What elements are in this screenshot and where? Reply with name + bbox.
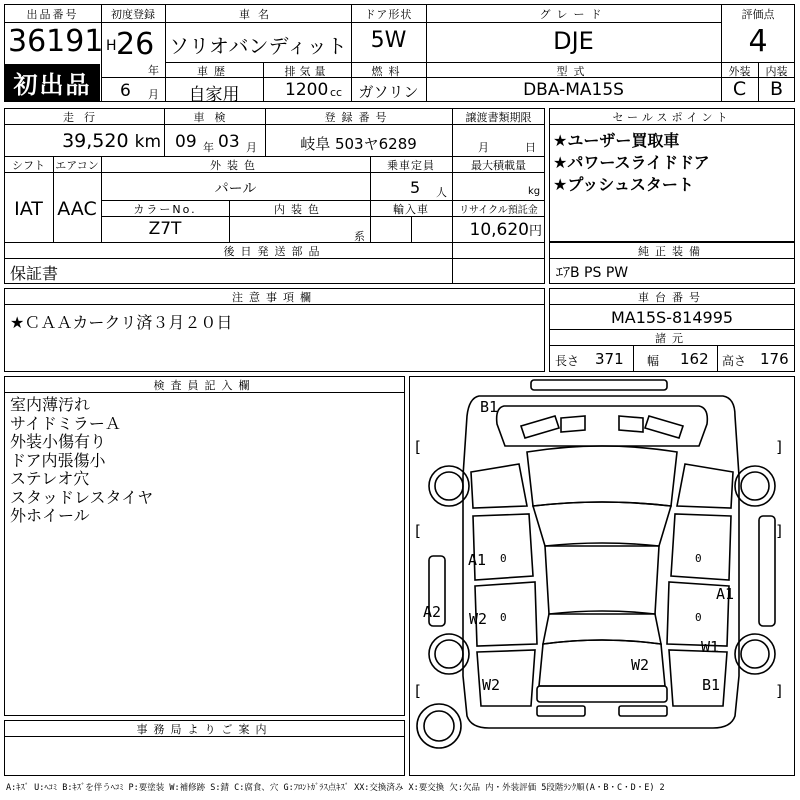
displacement: 1200 bbox=[285, 80, 329, 100]
hood bbox=[527, 446, 677, 506]
car-name: ソリオバンディット bbox=[169, 34, 347, 58]
interior-color-label: 内装色 bbox=[274, 203, 325, 216]
sales-points-label: セールスポイント bbox=[612, 111, 732, 124]
load-unit: kg bbox=[528, 186, 541, 197]
displacement-unit: cc bbox=[330, 86, 343, 99]
inspector-note: ドア内張傷小 bbox=[10, 450, 106, 470]
door-type: 5W bbox=[370, 28, 407, 53]
front-bumper bbox=[497, 406, 708, 446]
later-parts: 保証書 bbox=[10, 264, 59, 283]
roof bbox=[545, 546, 659, 614]
inspector-notes-list bbox=[10, 396, 400, 526]
rear-window bbox=[543, 611, 661, 644]
transfer-month-unit: 月 bbox=[478, 141, 489, 154]
damage-mark: A1 bbox=[468, 551, 487, 569]
colorno-label: カラーNo. bbox=[133, 203, 197, 216]
recycle-unit: 円 bbox=[528, 224, 542, 239]
exterior-grade: C bbox=[732, 78, 747, 100]
damage-mark: A1 bbox=[716, 585, 735, 603]
shift-label: シフト bbox=[12, 159, 45, 172]
lot-number-label: 出品番号 bbox=[26, 8, 79, 21]
bracket: ] bbox=[775, 522, 785, 540]
right-front-door bbox=[671, 514, 731, 580]
reg-month-unit: 月 bbox=[148, 88, 159, 101]
notes-label: 注意事項欄 bbox=[232, 291, 317, 304]
recycle-value: 10,620 bbox=[469, 220, 529, 240]
damage-mark: W2 bbox=[631, 656, 650, 674]
inspector-label: 検査員記入欄 bbox=[153, 379, 256, 392]
recycle-deposit bbox=[452, 220, 542, 240]
bracket: ] bbox=[775, 438, 785, 456]
mileage-label: 走行 bbox=[63, 111, 105, 124]
grade-label: グレード bbox=[539, 8, 608, 21]
front-bumper-top bbox=[531, 380, 667, 390]
damage-mark: W1 bbox=[701, 638, 720, 656]
first-listing-text: 初出品 bbox=[13, 71, 92, 99]
sales-point: ★パワースライドドア bbox=[553, 153, 710, 172]
bracket: [ bbox=[413, 438, 423, 456]
displacement-label: 排気量 bbox=[284, 65, 330, 78]
bracket: ] bbox=[775, 682, 785, 700]
grade: DJE bbox=[553, 27, 594, 55]
rear-bumper bbox=[537, 686, 667, 702]
first-reg-label: 初度登録 bbox=[111, 8, 155, 21]
fuel: ガソリン bbox=[358, 83, 419, 101]
lot-number: 36191 bbox=[8, 24, 104, 59]
capacity: 5 bbox=[410, 178, 421, 197]
score-label: 評価点 bbox=[741, 8, 775, 21]
model-label: 型式 bbox=[556, 65, 591, 78]
insp-year-unit: 年 bbox=[203, 141, 214, 154]
interior-grade: B bbox=[769, 78, 784, 100]
reg-year: 26 bbox=[116, 27, 155, 62]
damage-mark: B1 bbox=[480, 398, 499, 416]
inspector-note: 外装小傷有り bbox=[10, 432, 107, 451]
transfer-day-unit: 日 bbox=[525, 141, 536, 154]
mileage bbox=[4, 130, 161, 152]
height-label: 高さ bbox=[722, 354, 747, 368]
interior-label: 内装 bbox=[765, 65, 788, 78]
grille-right bbox=[619, 416, 643, 432]
length: 371 bbox=[595, 350, 624, 368]
color-number: Z7T bbox=[148, 219, 182, 239]
width: 162 bbox=[680, 350, 709, 368]
inspector-note: ステレオ穴 bbox=[10, 469, 90, 488]
shift: IAT bbox=[14, 198, 43, 220]
import-label: 輸入車 bbox=[393, 203, 429, 216]
history: 自家用 bbox=[188, 85, 240, 105]
equipment: ｴｱB PS PW bbox=[556, 265, 629, 281]
bracket: [ bbox=[413, 682, 423, 700]
sales-point: ★ユーザー買取車 bbox=[553, 131, 680, 150]
damage-zero: 0 bbox=[500, 552, 507, 565]
sales-points-list bbox=[553, 130, 793, 196]
reg-year-unit: 年 bbox=[148, 64, 159, 77]
model-code: DBA-MA15S bbox=[523, 80, 624, 100]
legend: A:ｷｽﾞ U:ﾍｺﾐ B:ｷｽﾞを伴うﾍｺﾐ P:要塗装 W:補修跡 S:錆 C:腐食、穴 G:ﾌﾛﾝﾄｶﾞﾗｽ点ｷｽﾞ XX:交換済み X:要交換 欠:欠品 内・外装評価 5段階ﾗﾝｸ順(A・B・C・D・E) 2 bbox=[6, 783, 665, 793]
right-front-fender bbox=[677, 464, 733, 508]
inspector-note: サイドミラーＡ bbox=[10, 413, 121, 433]
car-diagram bbox=[409, 376, 795, 776]
car-name-label: 車名 bbox=[239, 8, 277, 21]
load-label: 最大積載量 bbox=[471, 159, 526, 172]
dims-label: 諸元 bbox=[655, 332, 689, 345]
office-label: 事務局よりご案内 bbox=[136, 723, 273, 736]
damage-mark: W2 bbox=[469, 610, 488, 628]
color-label: 外装色 bbox=[210, 159, 261, 172]
damage-zero: 0 bbox=[500, 611, 507, 624]
fuel-label: 燃料 bbox=[371, 65, 406, 78]
interior-color-unit: 系 bbox=[354, 230, 365, 243]
damage-mark: A2 bbox=[423, 603, 442, 621]
left-front-fender bbox=[471, 464, 527, 508]
damage-zero: 0 bbox=[695, 552, 702, 565]
inspector-note: 室内薄汚れ bbox=[10, 395, 91, 414]
reg-number-label: 登録番号 bbox=[324, 111, 393, 124]
capacity-label: 乗車定員 bbox=[387, 159, 435, 172]
later-parts-label: 後日発送部品 bbox=[223, 245, 326, 258]
right-side-view bbox=[759, 516, 775, 626]
damage-zero: 0 bbox=[695, 611, 702, 624]
reg-month: 6 bbox=[120, 81, 131, 101]
rear-lamp-right bbox=[619, 706, 667, 716]
ac-label: エアコン bbox=[55, 159, 99, 172]
inspector-note: 外ホイール bbox=[10, 506, 90, 525]
history-label: 車歴 bbox=[197, 65, 231, 78]
ac: AAC bbox=[57, 198, 97, 220]
reg-number: 岐阜 503ヤ6289 bbox=[300, 135, 417, 153]
sales-point: ★プッシュスタート bbox=[553, 175, 694, 194]
width-label: 幅 bbox=[647, 354, 660, 368]
height: 176 bbox=[760, 350, 789, 368]
inspector-note: スタッドレスタイヤ bbox=[10, 487, 154, 507]
left-front-door bbox=[473, 514, 533, 580]
windshield bbox=[533, 502, 671, 546]
equipment-label: 純正装備 bbox=[638, 245, 706, 258]
door-label: ドア形状 bbox=[364, 8, 413, 21]
exterior-color: パール bbox=[214, 181, 257, 197]
insp-month: 03 bbox=[218, 132, 240, 152]
chassis-number: MA15S-814995 bbox=[610, 308, 734, 327]
damage-mark: B1 bbox=[702, 676, 721, 694]
notes: ★ＣＡＡカークリ済３月２０日 bbox=[10, 313, 233, 332]
inspection-label: 車検 bbox=[193, 111, 236, 124]
length-label: 長さ bbox=[555, 354, 580, 368]
capacity-unit: 人 bbox=[436, 186, 447, 199]
score: 4 bbox=[748, 24, 768, 59]
chassis-label: 車台番号 bbox=[638, 291, 706, 304]
recycle-label: リサイクル預託金 bbox=[459, 205, 538, 216]
damage-mark: W2 bbox=[482, 676, 501, 694]
headlight-left bbox=[521, 416, 559, 438]
era-letter: H bbox=[106, 38, 117, 54]
exterior-label: 外装 bbox=[728, 65, 751, 78]
bracket: [ bbox=[413, 522, 423, 540]
mileage-value: 39,520 bbox=[62, 130, 129, 152]
insp-year: 09 bbox=[175, 132, 197, 152]
transfer-label: 譲渡書類期限 bbox=[465, 111, 532, 124]
rear-lamp-left bbox=[537, 706, 585, 716]
grille-left bbox=[561, 416, 585, 432]
headlight-right bbox=[645, 416, 683, 438]
insp-month-unit: 月 bbox=[246, 141, 257, 154]
mileage-unit: km bbox=[134, 132, 161, 152]
